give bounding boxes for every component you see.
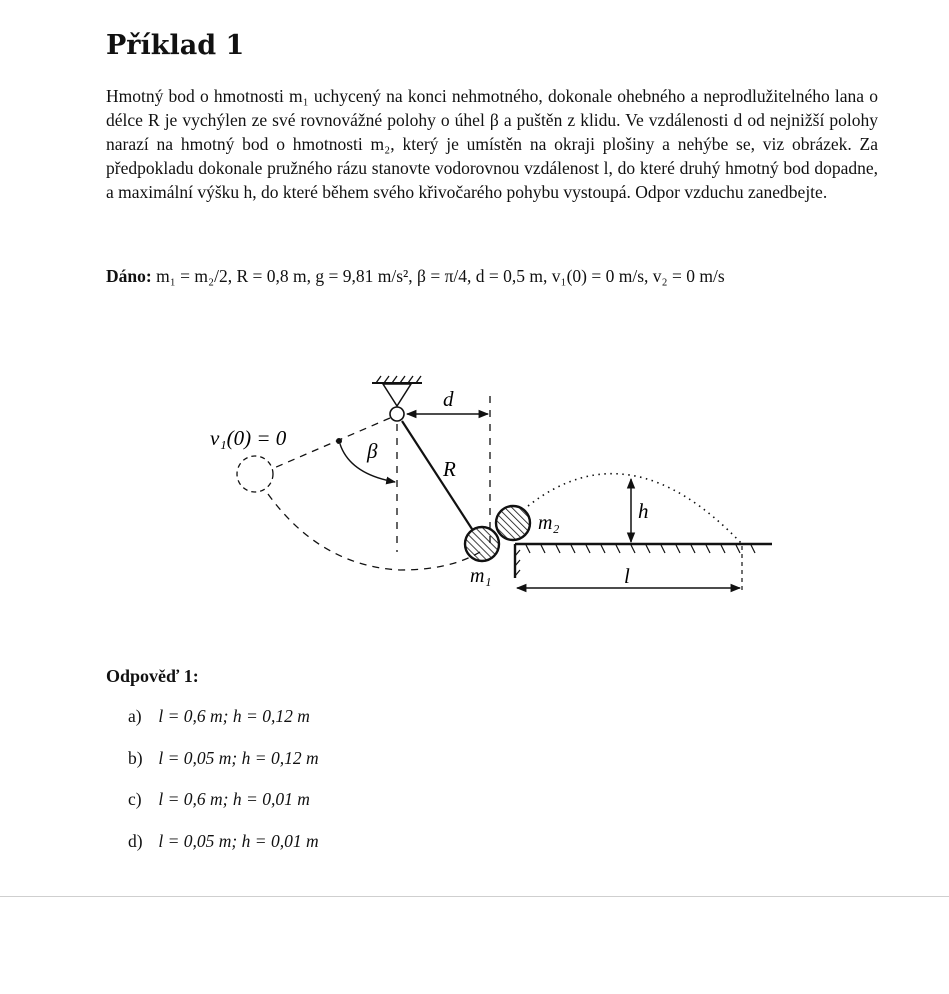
given-values — [106, 264, 878, 288]
option-text: l = 0,05 m; h = 0,01 m — [158, 830, 319, 851]
label-m1: m₁ — [470, 565, 492, 587]
pendulum-string — [402, 421, 472, 529]
option-text: l = 0,6 m; h = 0,12 m — [158, 706, 310, 726]
label-l: l — [624, 564, 630, 588]
problem-text: Hmotný bod o hmotnosti m₁ uchycený na konci nehmotného, dokonale ohebného a neprodlužitelného lana o délce R je vychýlen ze své rovnovážné polohy o úhel β a puštěn z klidu. Ve vzdálenosti d od nejnižší polohy narazí na hmotný bod o hmotnosti m₂, který je umístěn na okraji plošiny a nehýbe se, viz obrázek. Za předpokladu dokonale pružného rázu stanovte vodorovnou vzdálenost l, do které druhý hmotný bod dopadne, a maximální výšku h, do které během svého křivočarého pohybu vystoupá. Odpor vzduchu zanedbejte. — [106, 86, 878, 202]
answer-option-d[interactable] — [128, 831, 319, 873]
answer-heading: Odpověď 1: — [106, 666, 199, 686]
label-beta: β — [367, 439, 378, 463]
answer-option-c[interactable] — [128, 789, 319, 831]
given-label: Dáno: — [106, 266, 152, 286]
option-text: l = 0,05 m; h = 0,12 m — [158, 747, 319, 768]
pendulum-figure — [200, 366, 780, 606]
option-text: l = 0,6 m; h = 0,01 m — [158, 789, 310, 809]
initial-mass-position — [237, 456, 273, 492]
label-d: d — [443, 387, 454, 411]
option-letter: d) — [128, 830, 143, 851]
page-divider — [0, 896, 949, 897]
problem-title: Příklad 1 — [106, 30, 245, 61]
release-point-dot — [336, 438, 342, 444]
answer-option-a[interactable] — [128, 706, 319, 748]
mass-m2 — [496, 506, 530, 540]
answer-option-b[interactable] — [128, 748, 319, 790]
label-R: R — [443, 457, 456, 481]
label-v1-initial: v₁(0) = 0 — [210, 426, 287, 450]
answer-options — [128, 706, 319, 872]
option-letter: a) — [128, 706, 142, 726]
label-h: h — [638, 499, 649, 523]
mass-m1 — [465, 527, 499, 561]
label-m2: m₂ — [538, 512, 560, 534]
option-letter: c) — [128, 789, 142, 809]
option-letter: b) — [128, 747, 143, 768]
m2-trajectory — [528, 474, 742, 544]
swing-trajectory — [268, 494, 480, 570]
platform — [515, 544, 772, 578]
given-values-text: m₁ = m₂/2, R = 0,8 m, g = 9,81 m/s², β = π/4, d = 0,5 m, v₁(0) = 0 m/s, v₂ = 0 m/s — [156, 266, 725, 286]
